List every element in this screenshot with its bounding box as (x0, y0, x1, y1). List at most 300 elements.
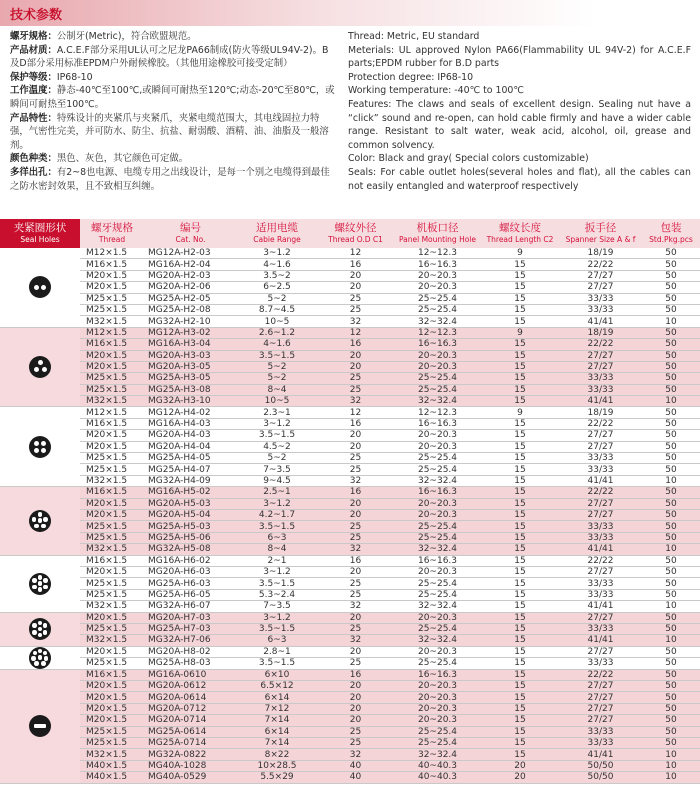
column-header-spanner-size (559, 219, 642, 248)
spanner-size-cell: 41/41 (559, 635, 642, 646)
cat-no-cell: MG32A-H6-07 (144, 601, 237, 612)
spanner-size-cell: 27/27 (559, 566, 642, 577)
cable-range-cell: 3~1.2 (237, 612, 317, 623)
thread-od-cell: 32 (317, 749, 394, 760)
table-row (0, 316, 700, 327)
std-pkg-cell: 50 (642, 430, 700, 441)
spanner-size-cell: 22/22 (559, 259, 642, 270)
panel-hole-cell: 16~16.3 (394, 339, 481, 350)
table-row (0, 578, 700, 589)
panel-hole-cell: 12~12.3 (394, 407, 481, 418)
thread-od-cell: 12 (317, 248, 394, 259)
std-pkg-cell: 10 (642, 749, 700, 760)
panel-hole-cell: 32~32.4 (394, 396, 481, 407)
table-row (0, 738, 700, 749)
cat-no-cell: MG16A-0610 (144, 669, 237, 680)
cat-no-cell: MG25A-H4-07 (144, 464, 237, 475)
panel-hole-cell: 20~20.3 (394, 430, 481, 441)
cat-no-cell: MG20A-0612 (144, 681, 237, 692)
std-pkg-cell: 50 (642, 578, 700, 589)
table-row (0, 430, 700, 441)
spanner-size-cell: 27/27 (559, 715, 642, 726)
thread-cell: M32×1.5 (80, 544, 144, 555)
cat-no-cell: MG20A-H2-06 (144, 282, 237, 293)
cable-range-cell: 4.2~1.7 (237, 509, 317, 520)
cat-no-cell: MG20A-H5-04 (144, 509, 237, 520)
cat-no-cell: MG32A-H7-06 (144, 635, 237, 646)
cable-range-cell: 7×14 (237, 738, 317, 749)
seal-holes-cell (0, 646, 80, 669)
std-pkg-cell: 50 (642, 669, 700, 680)
cat-no-cell: MG32A-H3-10 (144, 396, 237, 407)
cat-no-cell: MG12A-H3-02 (144, 327, 237, 338)
spanner-size-cell: 33/33 (559, 293, 642, 304)
thread-cell: M16×1.5 (80, 418, 144, 429)
cat-no-cell: MG16A-H3-04 (144, 339, 237, 350)
cat-no-cell: MG20A-0614 (144, 692, 237, 703)
cable-range-cell: 5~2 (237, 293, 317, 304)
thread-od-cell: 20 (317, 441, 394, 452)
cable-range-cell: 8.7~4.5 (237, 304, 317, 315)
cable-range-cell: 5~2 (237, 373, 317, 384)
table-row (0, 589, 700, 600)
cable-range-cell: 9~4.5 (237, 475, 317, 486)
hole (38, 649, 43, 654)
spanner-size-cell: 33/33 (559, 453, 642, 464)
cable-range-cell: 3.5~2 (237, 270, 317, 281)
column-header-cn: 适用电缆 (256, 222, 298, 234)
std-pkg-cell: 50 (642, 646, 700, 658)
std-pkg-cell: 10 (642, 544, 700, 555)
thread-od-cell: 20 (317, 509, 394, 520)
spanner-size-cell: 27/27 (559, 612, 642, 623)
thread-length-cell: 15 (481, 293, 559, 304)
column-header-cn: 包装 (660, 222, 682, 234)
hole (32, 623, 37, 628)
hole (42, 367, 47, 372)
en-spec-line: Working temperature: -40℃ to 100℃ (348, 85, 524, 97)
thread-od-cell: 25 (317, 578, 394, 589)
panel-hole-cell: 40~40.3 (394, 760, 481, 771)
std-pkg-cell: 50 (642, 566, 700, 577)
thread-od-cell: 16 (317, 418, 394, 429)
std-pkg-cell: 50 (642, 715, 700, 726)
six-hole-seal-icon (29, 573, 51, 595)
std-pkg-cell: 50 (642, 282, 700, 293)
panel-hole-cell: 40~40.3 (394, 772, 481, 783)
std-pkg-cell: 50 (642, 384, 700, 395)
thread-length-cell: 15 (481, 418, 559, 429)
cable-range-cell: 8~4 (237, 384, 317, 395)
cable-range-cell: 7×14 (237, 715, 317, 726)
thread-length-cell: 15 (481, 555, 559, 566)
cat-no-cell: MG16A-H4-03 (144, 418, 237, 429)
thread-cell: M20×1.5 (80, 715, 144, 726)
thread-od-cell: 32 (317, 601, 394, 612)
thread-length-cell: 15 (481, 361, 559, 372)
cat-no-cell: MG32A-H2-10 (144, 316, 237, 327)
thread-cell: M25×1.5 (80, 658, 144, 670)
thread-cell: M12×1.5 (80, 407, 144, 418)
hole (34, 524, 39, 529)
column-header-cn: 夹紧圈形状 (13, 222, 67, 234)
panel-hole-cell: 25~25.4 (394, 453, 481, 464)
hole (38, 360, 43, 365)
thread-length-cell: 15 (481, 623, 559, 634)
cable-range-cell: 10~5 (237, 316, 317, 327)
cat-no-cell: MG25A-H5-03 (144, 521, 237, 532)
cable-range-cell: 3.5~1.5 (237, 521, 317, 532)
panel-hole-cell: 25~25.4 (394, 384, 481, 395)
spanner-size-cell: 27/27 (559, 350, 642, 361)
column-header-panel-hole (394, 219, 481, 248)
thread-od-cell: 20 (317, 692, 394, 703)
std-pkg-cell: 50 (642, 509, 700, 520)
std-pkg-cell: 50 (642, 441, 700, 452)
cat-no-cell: MG12A-H4-02 (144, 407, 237, 418)
thread-cell: M16×1.5 (80, 487, 144, 498)
thread-od-cell: 32 (317, 396, 394, 407)
hole (32, 630, 37, 635)
thread-length-cell: 15 (481, 339, 559, 350)
panel-hole-cell: 20~20.3 (394, 692, 481, 703)
hole (44, 656, 49, 661)
thread-od-cell: 25 (317, 589, 394, 600)
thread-length-cell: 15 (481, 669, 559, 680)
std-pkg-cell: 50 (642, 612, 700, 623)
table-row (0, 396, 700, 407)
thread-cell: M25×1.5 (80, 453, 144, 464)
spanner-size-cell: 33/33 (559, 464, 642, 475)
cat-no-cell: MG20A-H8-02 (144, 646, 237, 658)
thread-length-cell: 15 (481, 589, 559, 600)
cable-range-cell: 6~3 (237, 635, 317, 646)
eight-hole-seal-icon (29, 647, 51, 669)
cable-range-cell: 6.5×12 (237, 681, 317, 692)
flat-slot-seal-icon (29, 715, 51, 737)
seal-holes-cell (0, 487, 80, 555)
table-row (0, 509, 700, 520)
thread-cell: M25×1.5 (80, 464, 144, 475)
panel-hole-cell: 25~25.4 (394, 373, 481, 384)
panel-hole-cell: 20~20.3 (394, 612, 481, 623)
column-header-seal-holes (0, 219, 80, 248)
cn-spec-text: A.C.E.F部分采用UL认可之尼龙PA66制成(防火等级UL94V-2)。B及D部分采用标准EPDM户外耐候橡胶。（其他用途橡胶可接受定制） (10, 44, 329, 70)
cable-range-cell: 5.5×29 (237, 772, 317, 783)
hole (38, 512, 43, 517)
thread-cell: M16×1.5 (80, 555, 144, 566)
cn-spec-label: 颜色种类： (10, 153, 57, 165)
panel-hole-cell: 20~20.3 (394, 361, 481, 372)
thread-cell: M32×1.5 (80, 635, 144, 646)
thread-cell: M20×1.5 (80, 681, 144, 692)
thread-od-cell: 20 (317, 270, 394, 281)
hole (38, 587, 43, 592)
table-row (0, 715, 700, 726)
panel-hole-cell: 16~16.3 (394, 418, 481, 429)
spanner-size-cell: 33/33 (559, 578, 642, 589)
column-header-en: Thread (98, 235, 126, 244)
thread-length-cell: 15 (481, 601, 559, 612)
header-row (0, 219, 700, 248)
thread-od-cell: 12 (317, 327, 394, 338)
cat-no-cell: MG20A-H3-03 (144, 350, 237, 361)
spanner-size-cell: 33/33 (559, 726, 642, 737)
panel-hole-cell: 20~20.3 (394, 646, 481, 658)
spanner-size-cell: 41/41 (559, 601, 642, 612)
seal-holes-cell (0, 407, 80, 487)
cable-range-cell: 5~2 (237, 361, 317, 372)
hole (33, 651, 38, 656)
cn-spec-text: 静态-40℃至100℃,或瞬间可耐热至120℃;动态-20℃至80℃，或瞬间可耐热至100℃。 (10, 85, 335, 110)
thread-length-cell: 9 (481, 327, 559, 338)
table-row (0, 601, 700, 612)
table-row (0, 282, 700, 293)
column-header-en: Spanner Size A & f (565, 235, 636, 244)
hole (43, 585, 48, 590)
cable-range-cell: 7~3.5 (237, 601, 317, 612)
cn-spec-label: 保护等级： (10, 71, 57, 83)
thread-od-cell: 20 (317, 681, 394, 692)
table-row (0, 658, 700, 670)
table-row (0, 532, 700, 543)
hole (38, 621, 43, 626)
thread-od-cell: 20 (317, 430, 394, 441)
spanner-size-cell: 33/33 (559, 373, 642, 384)
thread-length-cell: 15 (481, 544, 559, 555)
hole (34, 285, 39, 290)
hole (43, 623, 48, 628)
thread-od-cell: 16 (317, 259, 394, 270)
column-header-cn: 编号 (180, 222, 201, 234)
std-pkg-cell: 10 (642, 396, 700, 407)
thread-cell: M16×1.5 (80, 259, 144, 270)
thread-od-cell: 25 (317, 623, 394, 634)
thread-cell: M25×1.5 (80, 623, 144, 634)
table-row (0, 293, 700, 304)
std-pkg-cell: 50 (642, 327, 700, 338)
seven-hole-seal-icon (29, 618, 51, 640)
thread-length-cell: 15 (481, 487, 559, 498)
std-pkg-cell: 10 (642, 601, 700, 612)
thread-length-cell: 20 (481, 760, 559, 771)
column-header-en: Thread O.D C1 (328, 235, 383, 244)
hole (38, 627, 43, 632)
thread-od-cell: 32 (317, 544, 394, 555)
seal-holes-cell (0, 612, 80, 646)
thread-cell: M25×1.5 (80, 373, 144, 384)
spec-table-body (0, 248, 700, 783)
cn-spec-label: 多徉出孔： (10, 166, 57, 178)
table-row (0, 692, 700, 703)
cable-range-cell: 8×22 (237, 749, 317, 760)
std-pkg-cell: 10 (642, 760, 700, 771)
std-pkg-cell: 50 (642, 407, 700, 418)
thread-cell: M12×1.5 (80, 248, 144, 259)
thread-length-cell: 15 (481, 612, 559, 623)
hole (34, 441, 39, 446)
thread-length-cell: 15 (481, 373, 559, 384)
panel-hole-cell: 25~25.4 (394, 464, 481, 475)
section-title: 技术参数 (10, 8, 63, 23)
table-row (0, 373, 700, 384)
std-pkg-cell: 10 (642, 772, 700, 783)
thread-cell: M20×1.5 (80, 692, 144, 703)
thread-cell: M12×1.5 (80, 327, 144, 338)
cat-no-cell: MG25A-H4-05 (144, 453, 237, 464)
spanner-size-cell: 41/41 (559, 396, 642, 407)
cat-no-cell: MG20A-H3-05 (144, 361, 237, 372)
std-pkg-cell: 50 (642, 270, 700, 281)
cn-spec-text: 公制牙(Metric)，符合欧盟规范。 (56, 31, 197, 42)
spanner-size-cell: 50/50 (559, 772, 642, 783)
std-pkg-cell: 50 (642, 658, 700, 670)
cat-no-cell: MG25A-H5-06 (144, 532, 237, 543)
panel-hole-cell: 20~20.3 (394, 703, 481, 714)
panel-hole-cell: 32~32.4 (394, 316, 481, 327)
std-pkg-cell: 10 (642, 635, 700, 646)
cn-spec-line (10, 112, 337, 153)
hole (38, 581, 43, 586)
cable-range-cell: 7~3.5 (237, 464, 317, 475)
std-pkg-cell: 50 (642, 487, 700, 498)
thread-length-cell: 20 (481, 772, 559, 783)
std-pkg-cell: 50 (642, 589, 700, 600)
hole (34, 367, 39, 372)
thread-od-cell: 25 (317, 532, 394, 543)
thread-length-cell: 15 (481, 715, 559, 726)
thread-cell: M20×1.5 (80, 509, 144, 520)
table-row (0, 772, 700, 783)
panel-hole-cell: 32~32.4 (394, 544, 481, 555)
thread-length-cell: 15 (481, 350, 559, 361)
cable-range-cell: 3~1.2 (237, 498, 317, 509)
thread-od-cell: 25 (317, 384, 394, 395)
std-pkg-cell: 50 (642, 532, 700, 543)
std-pkg-cell: 50 (642, 623, 700, 634)
thread-cell: M16×1.5 (80, 339, 144, 350)
spanner-size-cell: 27/27 (559, 282, 642, 293)
hole (41, 661, 46, 666)
std-pkg-cell: 50 (642, 692, 700, 703)
spanner-size-cell: 18/19 (559, 407, 642, 418)
thread-length-cell: 15 (481, 282, 559, 293)
cn-spec-label: 产品特性： (10, 112, 57, 124)
spanner-size-cell: 18/19 (559, 248, 642, 259)
thread-od-cell: 25 (317, 373, 394, 384)
spanner-size-cell: 27/27 (559, 646, 642, 658)
column-header-cn: 螺牙规格 (91, 222, 133, 234)
thread-cell: M20×1.5 (80, 703, 144, 714)
spanner-size-cell: 22/22 (559, 555, 642, 566)
thread-od-cell: 20 (317, 715, 394, 726)
thread-od-cell: 25 (317, 464, 394, 475)
four-hole-seal-icon (29, 436, 51, 458)
column-header-std-pkg (642, 219, 700, 248)
thread-od-cell: 20 (317, 612, 394, 623)
column-header-thread (80, 219, 144, 248)
cat-no-cell: MG12A-H2-03 (144, 248, 237, 259)
thread-length-cell: 15 (481, 453, 559, 464)
thread-cell: M40×1.5 (80, 772, 144, 783)
panel-hole-cell: 20~20.3 (394, 270, 481, 281)
panel-hole-cell: 25~25.4 (394, 623, 481, 634)
thread-od-cell: 25 (317, 453, 394, 464)
spec-table (0, 248, 700, 784)
two-hole-seal-icon (29, 276, 51, 298)
cn-spec-line (10, 71, 337, 85)
spanner-size-cell: 27/27 (559, 430, 642, 441)
thread-cell: M25×1.5 (80, 384, 144, 395)
thread-cell: M32×1.5 (80, 475, 144, 486)
thread-cell: M25×1.5 (80, 738, 144, 749)
column-header-en: Cat. No. (175, 235, 206, 244)
thread-length-cell: 15 (481, 749, 559, 760)
std-pkg-cell: 50 (642, 521, 700, 532)
cable-range-cell: 5.3~2.4 (237, 589, 317, 600)
thread-cell: M32×1.5 (80, 601, 144, 612)
thread-cell: M20×1.5 (80, 646, 144, 658)
table-row (0, 270, 700, 281)
thread-cell: M25×1.5 (80, 578, 144, 589)
table-row (0, 259, 700, 270)
cable-range-cell: 3.5~1.5 (237, 658, 317, 670)
cable-range-cell: 2.6~1.2 (237, 327, 317, 338)
panel-hole-cell: 25~25.4 (394, 521, 481, 532)
cable-range-cell: 8~4 (237, 544, 317, 555)
panel-hole-cell: 20~20.3 (394, 566, 481, 577)
three-hole-seal-icon (29, 356, 51, 378)
thread-od-cell: 20 (317, 566, 394, 577)
panel-hole-cell: 16~16.3 (394, 487, 481, 498)
spanner-size-cell: 18/19 (559, 327, 642, 338)
cable-range-cell: 6×14 (237, 692, 317, 703)
thread-cell: M40×1.5 (80, 760, 144, 771)
table-row (0, 623, 700, 634)
panel-hole-cell: 32~32.4 (394, 749, 481, 760)
table-row (0, 498, 700, 509)
en-spec-line: Thread: Metric, EU standard (348, 31, 480, 42)
table-row (0, 304, 700, 315)
table-row (0, 749, 700, 760)
panel-hole-cell: 20~20.3 (394, 715, 481, 726)
cat-no-cell: MG20A-H5-03 (144, 498, 237, 509)
spanner-size-cell: 27/27 (559, 703, 642, 714)
hole (32, 517, 37, 522)
cat-no-cell: MG25A-H6-05 (144, 589, 237, 600)
thread-cell: M32×1.5 (80, 749, 144, 760)
thread-cell: M20×1.5 (80, 441, 144, 452)
std-pkg-cell: 50 (642, 453, 700, 464)
std-pkg-cell: 10 (642, 475, 700, 486)
spanner-size-cell: 33/33 (559, 532, 642, 543)
cable-range-cell: 2~1 (237, 555, 317, 566)
thread-od-cell: 40 (317, 760, 394, 771)
thread-od-cell: 16 (317, 669, 394, 680)
panel-hole-cell: 32~32.4 (394, 635, 481, 646)
cat-no-cell: MG25A-0714 (144, 738, 237, 749)
panel-hole-cell: 25~25.4 (394, 304, 481, 315)
spanner-size-cell: 22/22 (559, 669, 642, 680)
thread-length-cell: 15 (481, 270, 559, 281)
table-row (0, 555, 700, 566)
thread-cell: M32×1.5 (80, 396, 144, 407)
std-pkg-cell: 50 (642, 259, 700, 270)
std-pkg-cell: 50 (642, 738, 700, 749)
thread-od-cell: 40 (317, 772, 394, 783)
thread-length-cell: 9 (481, 248, 559, 259)
thread-od-cell: 25 (317, 658, 394, 670)
